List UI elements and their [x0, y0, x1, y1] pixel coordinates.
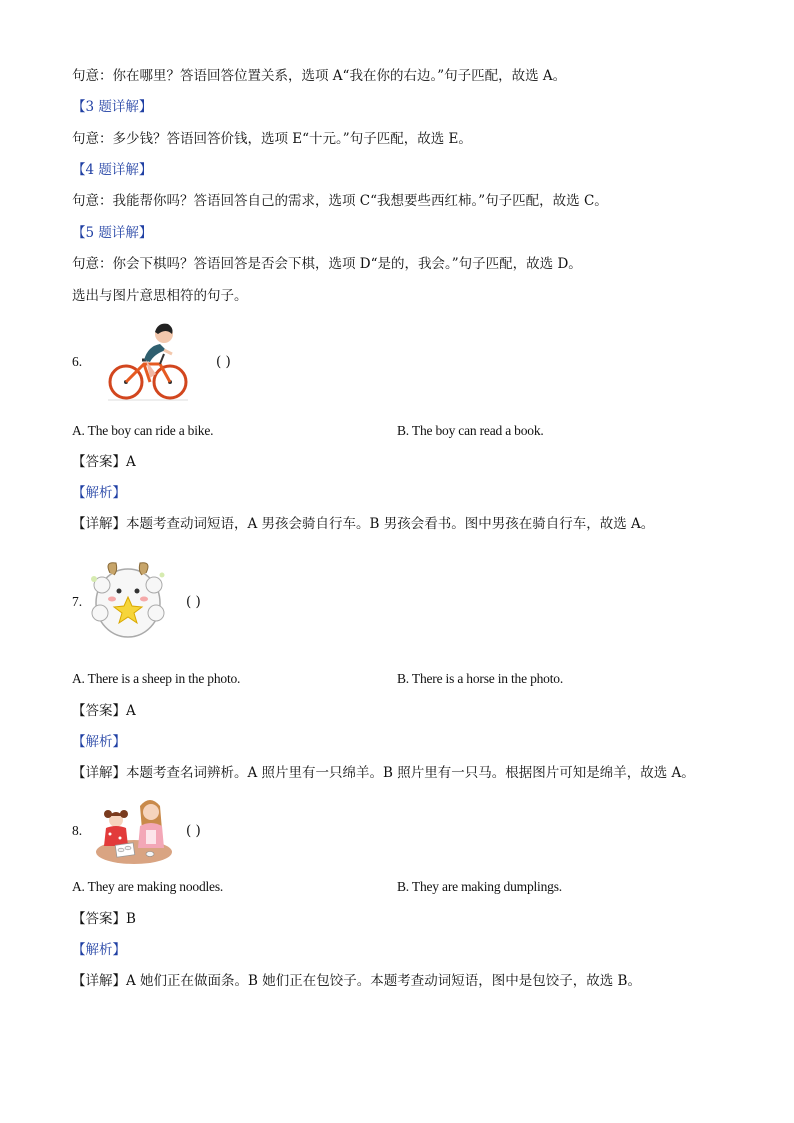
question-6-answer-blank: ( ): [216, 354, 231, 370]
question-7-analysis-heading: 【解析】: [72, 734, 126, 750]
question-8-number: 8.: [72, 823, 83, 838]
explanation-q3: 句意：多少钱？答语回答价钱，选项 E“十元。”句子匹配，故选 E。: [72, 131, 472, 147]
question-8-answer: 【答案】B: [72, 911, 136, 927]
question-7-detail: 【详解】本题考查名词辨析。A 照片里有一只绵羊。B 照片里有一只马。根据图片可知是绵羊，故选 A。: [72, 765, 695, 781]
girl-and-mother-making-dumplings-image: [94, 796, 174, 866]
question-6-answer: 【答案】A: [72, 454, 136, 470]
question-7-answer-blank: ( ): [186, 594, 201, 610]
question-6-option-a: A. The boy can ride a bike.: [72, 423, 214, 438]
heading-q4-detail: 【4 题详解】: [72, 162, 153, 178]
question-8-detail: 【详解】A 她们正在做面条。B 她们正在包饺子。本题考查动词短语，图中是包饺子，故选 B。: [72, 973, 641, 989]
question-7-answer: 【答案】A: [72, 703, 136, 719]
question-8-analysis-heading: 【解析】: [72, 942, 126, 958]
question-8-option-a: A. They are making noodles.: [72, 879, 224, 894]
explanation-q4: 句意：我能帮你吗？答语回答自己的需求，选项 C“我想要些西红柿。”句子匹配，故选 C。: [72, 193, 608, 209]
question-8-answer-blank: ( ): [186, 823, 201, 839]
heading-q5-detail: 【5 题详解】: [72, 225, 153, 241]
explanation-q2: 句意：你在哪里？答语回答位置关系，选项 A“我在你的右边。”句子匹配，故选 A。: [72, 68, 567, 84]
heading-q3-detail: 【3 题详解】: [72, 99, 153, 115]
question-7-number: 7.: [72, 594, 83, 609]
sheep-holding-star-image: [88, 555, 168, 643]
question-8-option-b: B. They are making dumplings.: [397, 879, 562, 894]
question-6-number: 6.: [72, 354, 83, 369]
question-6-analysis-heading: 【解析】: [72, 485, 126, 501]
question-6-option-b: B. The boy can read a book.: [397, 423, 544, 438]
question-7-option-a: A. There is a sheep in the photo.: [72, 671, 241, 686]
question-6-detail: 【详解】本题考查动词短语，A 男孩会骑自行车。B 男孩会看书。图中男孩在骑自行车，故选 A。: [72, 516, 655, 532]
boy-riding-bike-image: [104, 320, 190, 404]
explanation-q5: 句意：你会下棋吗？答语回答是否会下棋，选项 D“是的，我会。”句子匹配，故选 D。: [72, 256, 582, 272]
section-instruction: 选出与图片意思相符的句子。: [72, 288, 248, 304]
question-7-option-b: B. There is a horse in the photo.: [397, 671, 563, 686]
